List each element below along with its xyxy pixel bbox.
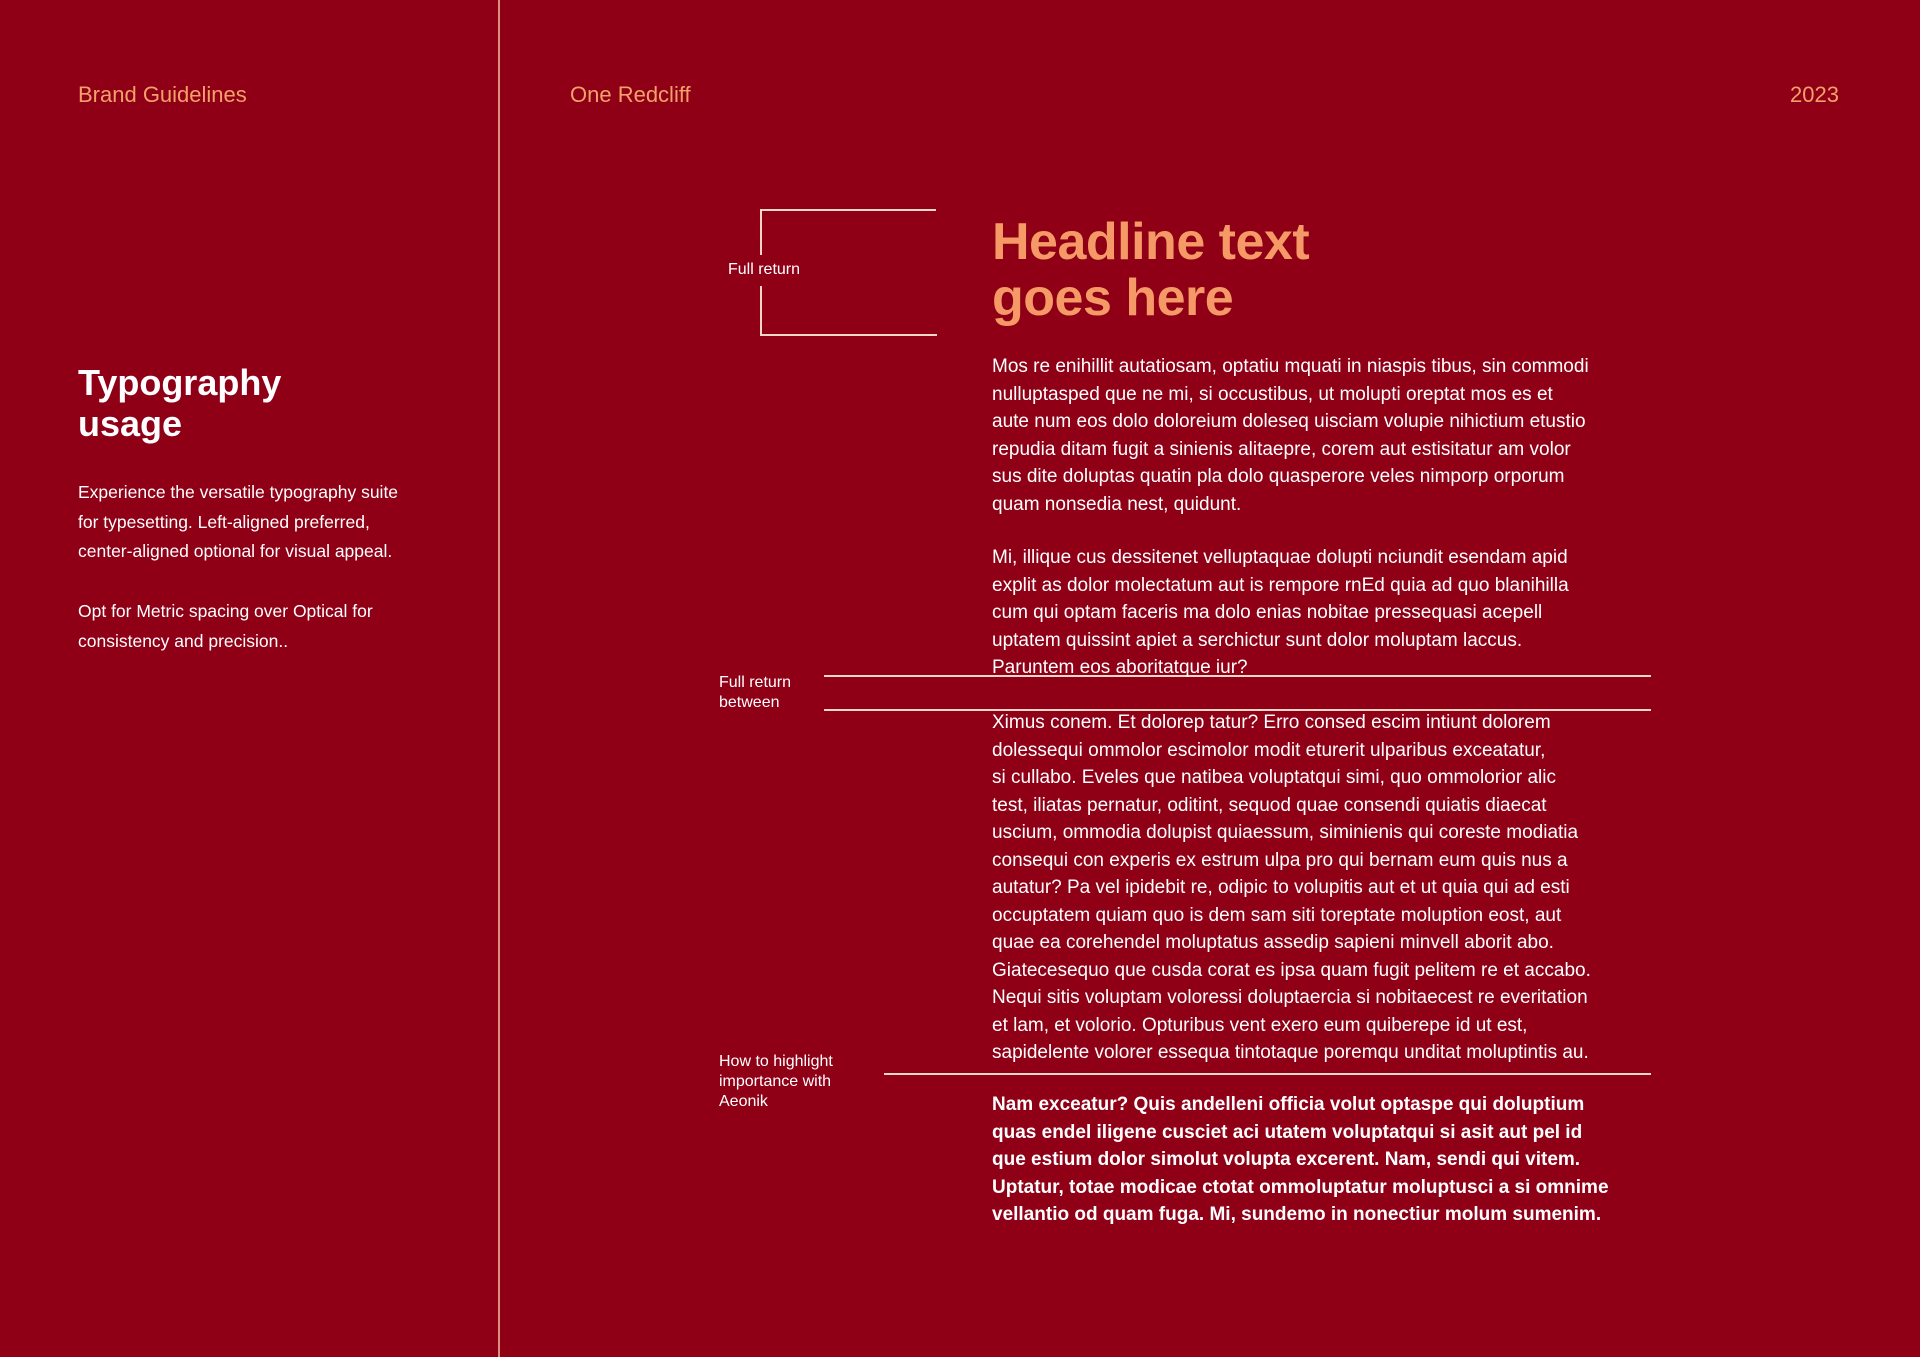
header-brand-guidelines: Brand Guidelines: [78, 82, 247, 107]
bracket-top-line: [760, 209, 936, 211]
annotation-full-return-between: Full return between: [719, 674, 792, 711]
column-divider: [498, 0, 500, 1357]
annotation-full-return: Full return: [728, 261, 801, 278]
sample-paragraph-3: Ximus conem. Et dolorep tatur? Erro consed escim intiunt dolorem dolessequi ommolor escimolor modit eturerit ulparibus exceatatur, si cullabo. Eveles que natibea voluptatqui simi, quo ommolorior alic test, iliatas pernatur, oditint, sequod quae consendi quiatis diaecat uscium, ommodia dolupist quiaessum, siminienis qui coreste modiatia consequi con experis ex estrum ulpa pro qui bernam eum quis nus a autatur? Pa vel ipidebit re, odipic to volupitis aut et ut quia qui ad esti occuptatem quiam quo is dem sam siti toreptate moluption eost, aut quae ea corehendel moluptatus assedip sapieni minvell aborit abo. Giatecesequo que cusda corat es ipsa quam fugit pelitem re et accabo. Nequi sitis voluptam voloressi doluptaercia si nobitaecest re everitation et lam, et volorio. Opturibus vent exero eum quiberepe id ut est, sapidelente volorer essequa tintotaque poremqu unditat moluptintis au.: [992, 712, 1591, 1063]
bracket-left-upper: [760, 209, 762, 255]
bracket-left-lower: [760, 286, 762, 335]
section-title: Typography usage: [78, 362, 282, 444]
highlight-line: [884, 1073, 1651, 1075]
bracket-bottom-line: [760, 334, 937, 336]
header-document-title: One Redcliff: [570, 82, 691, 107]
sample-paragraph-2: Mi, illique cus dessitenet velluptaquae dolupti nciundit esendam apid explit as dolor molectatum aut is rempore rnEd quia ad quo blanihilla cum qui optam faceris ma dolo enias nobitae pressequasi acepell uptatem quissint apiet a serchictur sunt dolor moluptam laccus. Paruntem eos aboritatque iur?: [992, 547, 1569, 678]
header-year: 2023: [1790, 82, 1839, 107]
sample-bold-paragraph: Nam exceatur? Quis andelleni officia volut optaspe qui doluptium quas endel iligene cusciet aci utatem voluptatqui si asit aut pel id que estium dolor simolut volupta excerent. Nam, sendi qui vitem. Uptatur, totae modicae ctotat ommoluptatur moluptusci a si omnime vellantio od quam fuga. Mi, sundemo in nonectiur molum sumenim.: [992, 1094, 1609, 1225]
sample-paragraph-1: Mos re enihillit autatiosam, optatiu mquati in niaspis tibus, sin commodi nulluptasped que ne mi, si occustibus, ut molupti oreptat mos es et aute num eos dolo doloreium doleseq uisciam volupie nihictium etustio repudia ditam fugit a sinienis alitaepre, corem aut estisitatur am volor sus dite doluptas quatin pla dolo quasperore veles nimporp orporum quam nonsedia nest, quidunt.: [992, 356, 1589, 515]
sidebar-paragraph-1: Experience the versatile typography suite for typesetting. Left-aligned preferred, center-aligned optional for visual appeal.: [78, 482, 399, 561]
sample-headline: Headline text goes here: [992, 213, 1310, 327]
sidebar-paragraph-2: Opt for Metric spacing over Optical for consistency and precision..: [78, 601, 373, 651]
annotation-highlight: How to highlight importance with Aeonik: [719, 1053, 833, 1110]
